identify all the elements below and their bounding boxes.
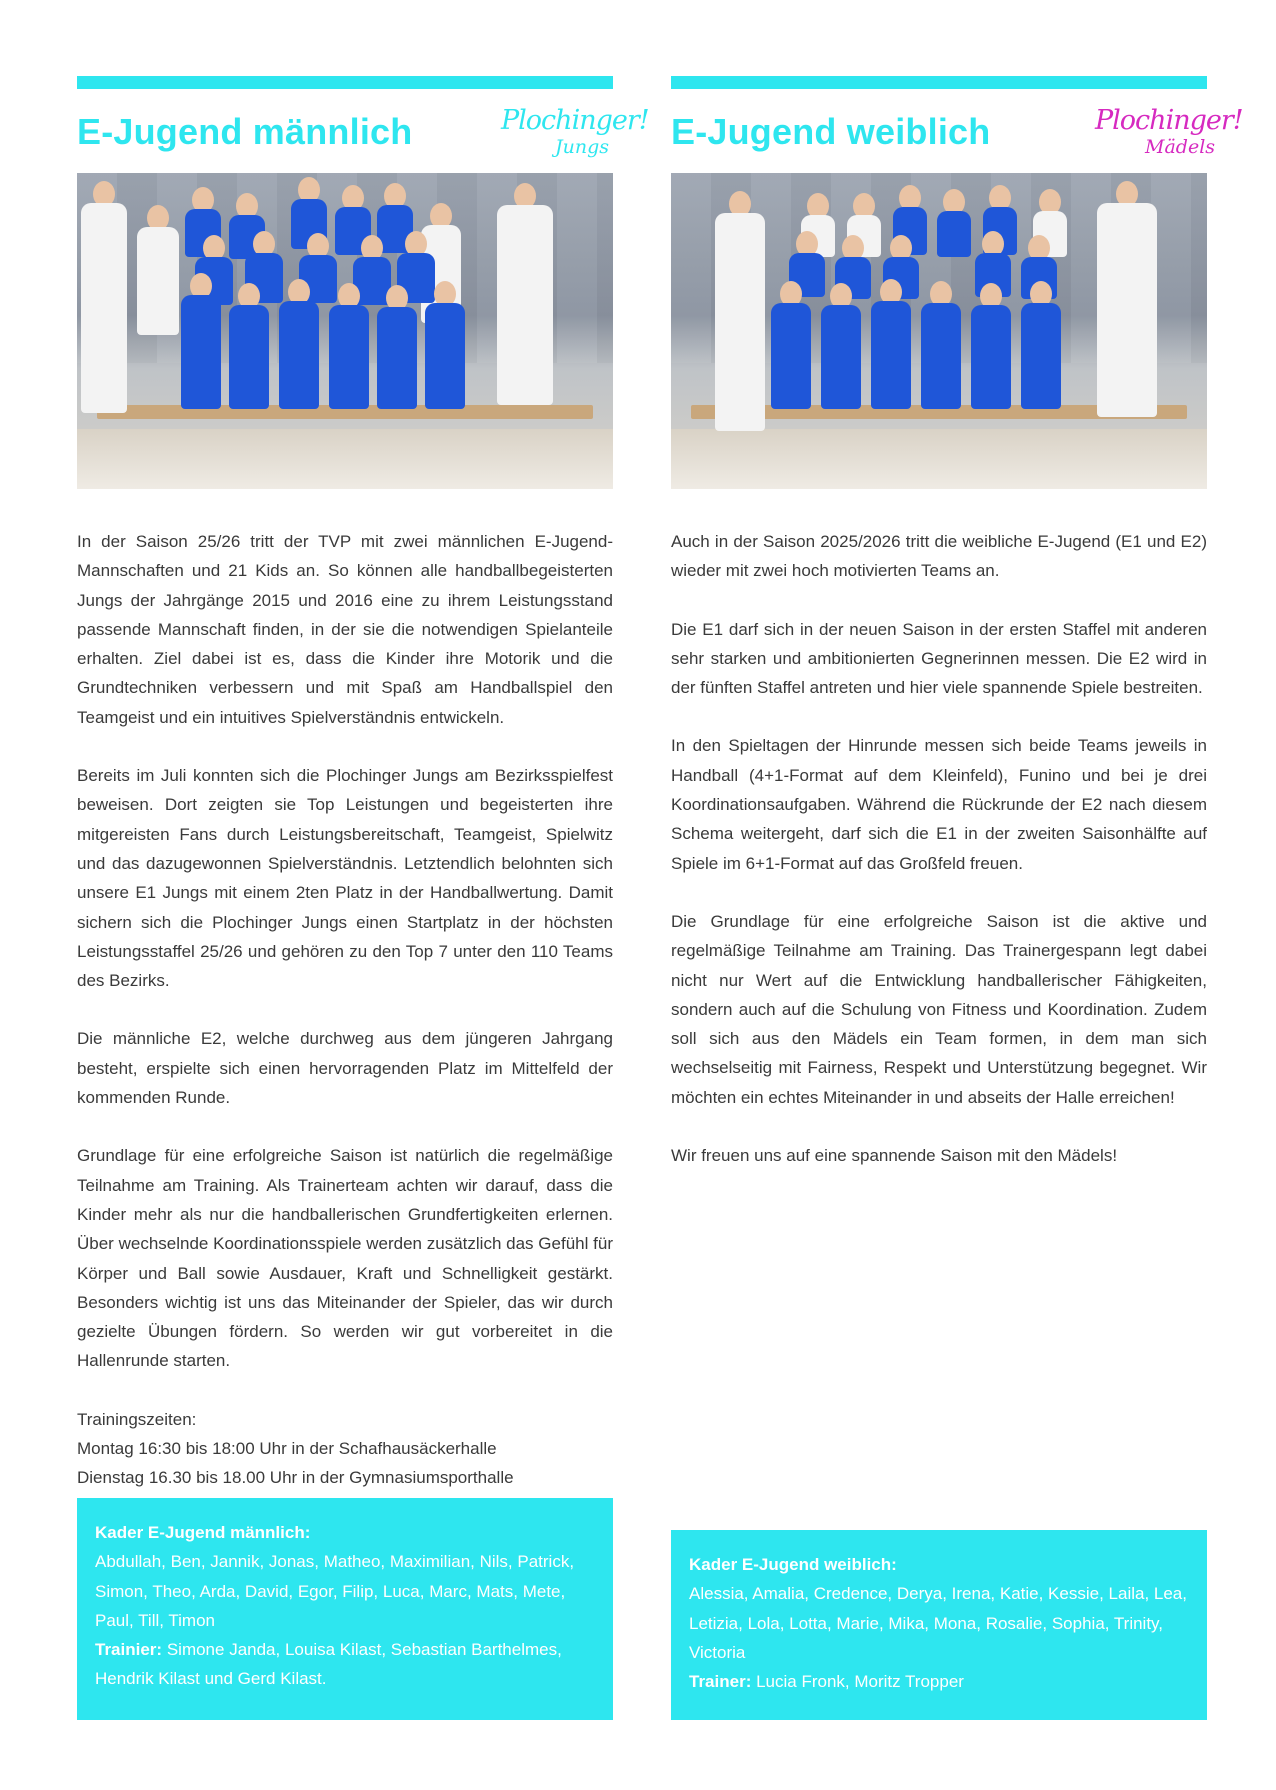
boys-article: [77, 527, 613, 1493]
kader-players: Abdullah, Ben, Jannik, Jonas, Matheo, Maximilian, Nils, Patrick, Simon, Theo, Arda, David, Egor, Filip, Luca, Marc, Mats, Mete, Paul, Till, Timon: [95, 1552, 575, 1630]
training-time-monday: Montag 16:30 bis 18:00 Uhr in der Schafhausäckerhalle: [77, 1439, 497, 1459]
team-photo-boys: [77, 173, 613, 489]
kader-players: Alessia, Amalia, Credence, Derya, Irena, Katie, Kessie, Laila, Lea, Letizia, Lola, Lotta, Marie, Mika, Mona, Rosalie, Sophia, Trinity, Victoria: [689, 1584, 1187, 1662]
girls-article: [671, 527, 1207, 1170]
team-photo-girls: [671, 173, 1207, 489]
training-heading: Trainingszeiten:: [77, 1409, 197, 1429]
section-header: [77, 89, 649, 173]
paragraph: In der Saison 25/26 tritt der TVP mit zwei männlichen E-Jugend-Mannschaften und 21 Kids an. So können alle handballbegeisterten Jungs der Jahrgänge 2015 und 2016 eine zu ihrem Leistungsstand passende Mannschaft finden, in der sie die notwendigen Spielanteile erhalten. Ziel dabei ist es, dass die Kinder ihre Motorik und die Grundtechniken verbessern und mit Spaß am Handballspiel den Teamgeist und ein intuitives Spielverständnis entwickeln.: [77, 532, 613, 727]
trainer-label: Trainier:: [95, 1640, 163, 1660]
paragraph: Bereits im Juli konnten sich die Plochinger Jungs am Bezirksspielfest beweisen. Dort zeigten sie Top Leistungen und begeisterten ihre mitgereisten Fans durch Leistungsbereitschaft, Teamgeist, Spielwitz und das dazugewonnen Spielverständnis. Letztendlich belohnten sich unsere E1 Jungs mit einem 2ten Platz in der Handballwertung. Damit sichern sich die Plochinger Jungs einen Startplatz in der höchsten Leistungsstaffel 25/26 und gehören zu den Top 7 unter den 110 Teams des Bezirks.: [77, 766, 613, 991]
plochinger-maedels-logo: Plochinger! Mädels: [1095, 105, 1243, 158]
kader-heading: Kader E-Jugend männlich:: [95, 1523, 311, 1542]
trainer-names: Lucia Fronk, Moritz Tropper: [756, 1672, 964, 1692]
girls-section: [671, 76, 1243, 1199]
paragraph: Die E1 darf sich in der neuen Saison in der ersten Staffel mit anderen sehr starken und ambitionierten Gegnerinnen messen. Die E2 wird in der fünften Staffel antreten und hier viele spannende Spiele bestreiten.: [671, 619, 1207, 698]
training-time-tuesday: Dienstag 16.30 bis 18.00 Uhr in der Gymnasiumsporthalle: [77, 1468, 514, 1488]
boys-section: [77, 76, 649, 1493]
paragraph: Grundlage für eine erfolgreiche Saison ist natürlich die regelmäßige Teilnahme am Training. Als Trainerteam achten wir darauf, dass die Kinder mehr als nur die handballerischen Grundfertigkeiten erlernen. Über wechselnde Koordinationsspiele werden zusätzlich das Gefühl für Körper und Ball sowie Ausdauer, Kraft und Schnelligkeit gestärkt. Besonders wichtig ist uns das Miteinander der Spieler, das wir durch gezielte Übungen fördern. So werden wir gut vorbereitet in die Hallenrunde starten.: [77, 1146, 613, 1371]
section-title: E-Jugend männlich: [77, 111, 413, 152]
top-accent-bar: [77, 76, 613, 89]
section-title: E-Jugend weiblich: [671, 111, 991, 152]
section-header: [671, 89, 1243, 173]
paragraph: Die Grundlage für eine erfolgreiche Saison ist die aktive und regelmäßige Teilnahme am Training. Das Trainergespann legt dabei nicht nur Wert auf die Entwicklung handballerischer Fähigkeiten, sondern auch auf die Schulung von Fitness und Koordination. Zudem soll sich aus den Mädels ein Team formen, in dem man sich wechselseitig mit Fairness, Respekt und Unterstützung begegnet. Wir möchten ein echtes Miteinander in und abseits der Halle erreichen!: [671, 911, 1207, 1107]
kader-heading: Kader E-Jugend weiblich:: [689, 1555, 897, 1574]
paragraph: Die männliche E2, welche durchweg aus dem jüngeren Jahrgang besteht, erspielte sich einen hervorragenden Platz im Mittelfeld der kommenden Runde.: [77, 1029, 613, 1108]
paragraph: In den Spieltagen der Hinrunde messen sich beide Teams jeweils in Handball (4+1-Format auf dem Kleinfeld), Funino und bei je drei Koordinationsaufgaben. Während die Rückrunde der E2 nach diesem Schema weitergeht, darf sich die E1 in der zweiten Saisonhälfte auf Spiele im 6+1-Format auf das Großfeld freuen.: [671, 736, 1207, 873]
plochinger-jungs-logo: Plochinger! Jungs: [501, 105, 649, 158]
top-accent-bar: [671, 76, 1207, 89]
kader-box-girls: [671, 1530, 1207, 1720]
trainer-names: Simone Janda, Louisa Kilast, Sebastian Barthelmes, Hendrik Kilast und Gerd Kilast.: [95, 1640, 562, 1689]
paragraph: Wir freuen uns auf eine spannende Saison mit den Mädels!: [671, 1146, 1118, 1166]
kader-box-boys: [77, 1498, 613, 1720]
trainer-label: Trainer:: [689, 1672, 752, 1692]
paragraph: Auch in der Saison 2025/2026 tritt die weibliche E-Jugend (E1 und E2) wieder mit zwei hoch motivierten Teams an.: [671, 532, 1207, 581]
